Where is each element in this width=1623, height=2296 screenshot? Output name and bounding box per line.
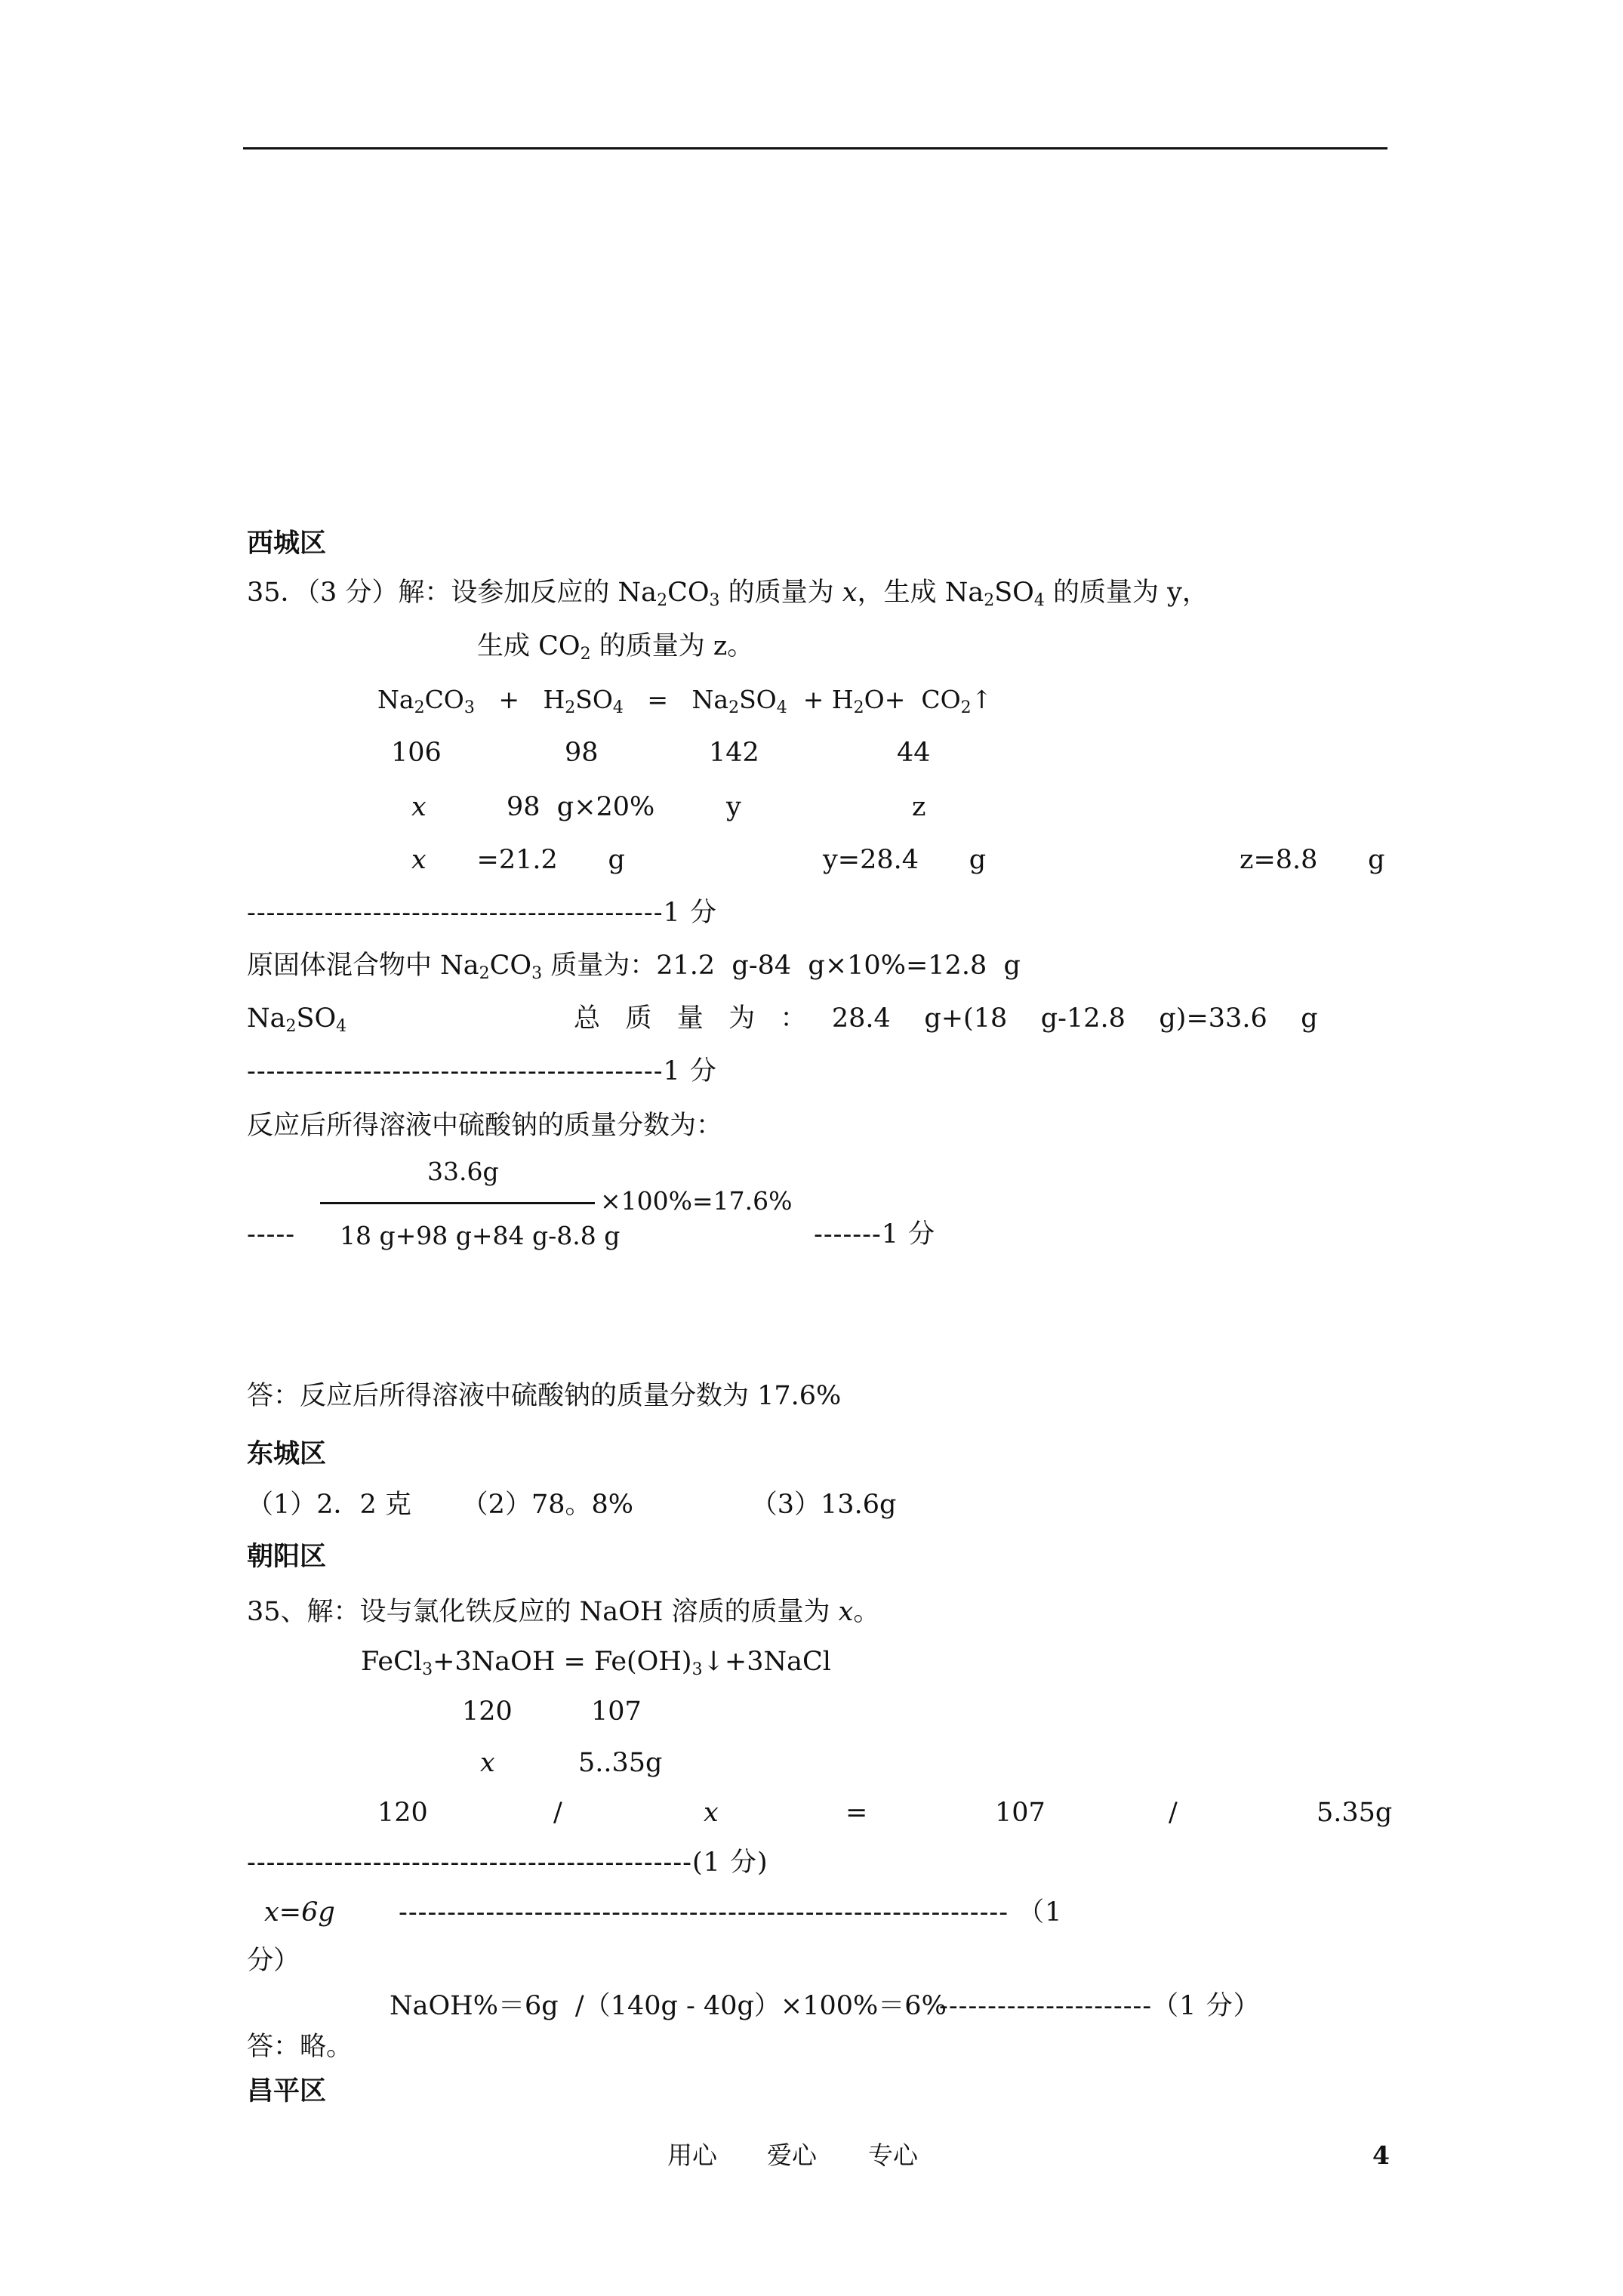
na2so4-total: 总 质 量 为 ： 28.4 g+(18 g-12.8 g)=33.6 g xyxy=(574,1003,1318,1034)
chaoyang-score-2b: 分） xyxy=(247,1946,300,1976)
original-mix-mass: 原固体混合物中 $Na_2CO_3$ 质量为：21.2 g-84 g×10%=12.8 g xyxy=(247,951,1021,983)
proportion-107: 107 xyxy=(995,1798,1046,1828)
naoh-percent: NaOH%＝6g /（140g - 40g）×100%＝6% xyxy=(390,1991,947,2021)
q35-setup-line1: 35．（3 分）解：设参加反应的 $Na_2CO_3$ 的质量为 x，生成 $Na_2SO_4$ 的质量为 y， xyxy=(247,578,1209,610)
mass-98: 98 xyxy=(565,738,599,768)
score-line-2: -------------------------------------------1 分 xyxy=(247,1056,717,1086)
unknown-z: z xyxy=(912,792,926,822)
proportion-slash-1: / xyxy=(553,1798,562,1828)
dongcheng-answers: （1）2．2 克 （2）78。8% （3）13.6g xyxy=(247,1490,897,1520)
xicheng-answer: 答：反应后所得溶液中硫酸钠的质量分数为 17.6% xyxy=(247,1381,842,1411)
chaoyang-score-1: ----------------------------------------------(1 分) xyxy=(247,1848,768,1878)
fraction-bar xyxy=(320,1202,595,1204)
mass-44: 44 xyxy=(897,738,931,768)
gas-arrow-icon: ↑ xyxy=(971,685,993,714)
footer-motto-3: 专心 xyxy=(868,2140,918,2170)
chaoyang-setup: 35、解：设与氯化铁反应的 NaOH 溶质的质量为 x。 xyxy=(247,1597,880,1627)
section-changping: 昌平区 xyxy=(247,2076,327,2106)
score-line-1: -------------------------------------------1 分 xyxy=(247,898,717,928)
section-dongcheng: 东城区 xyxy=(247,1438,327,1469)
fraction-dash-left: ----- xyxy=(247,1219,296,1250)
section-xicheng: 西城区 xyxy=(247,528,327,559)
unknown-acid: 98 g×20% xyxy=(507,792,655,822)
q35-setup-line2: 生成 $CO_2$ 的质量为 z。 xyxy=(477,631,754,664)
chaoyang-score-2: --------------------------------------------------------------- （1 xyxy=(399,1897,1063,1928)
footer-motto-2: 爱心 xyxy=(767,2140,817,2170)
unknown-x: x xyxy=(411,792,427,822)
proportion-535g: 5.35g xyxy=(1317,1798,1393,1828)
q35-equation: $Na_2CO_3 + H_2SO_4 = Na_2SO_4 + H_2O+$ $CO_2↑$ xyxy=(377,685,993,717)
chaoyang-score-3: ----------------------（1 分） xyxy=(939,1991,1261,2021)
proportion-120: 120 xyxy=(377,1798,428,1828)
proportion-x: x xyxy=(704,1798,719,1828)
header-rule xyxy=(243,147,1387,149)
chaoyang-mass-120: 120 xyxy=(462,1697,513,1727)
fraction-numerator: 33.6g xyxy=(427,1157,499,1186)
fraction-tail: ×100%=17.6% xyxy=(600,1186,793,1216)
proportion-slash-2: / xyxy=(1169,1798,1178,1828)
result-x: x =21.2 g xyxy=(411,845,625,875)
fraction-score: -------1 分 xyxy=(814,1219,936,1250)
chaoyang-answer: 答：略。 xyxy=(247,2032,353,2062)
section-chaoyang: 朝阳区 xyxy=(247,1541,327,1572)
result-z: z=8.8 g xyxy=(1240,845,1385,875)
chaoyang-known-mass: 5..35g xyxy=(578,1748,663,1778)
na2so4-label: $Na_2SO_4$ xyxy=(247,1003,347,1036)
chaoyang-mass-107: 107 xyxy=(591,1697,642,1727)
page-number: 4 xyxy=(1372,2140,1390,2170)
fraction-intro: 反应后所得溶液中硫酸钠的质量分数为： xyxy=(247,1111,723,1141)
mass-142: 142 xyxy=(709,738,759,768)
chaoyang-unknown-x: x xyxy=(480,1748,495,1778)
x-result: x=6g xyxy=(264,1897,335,1928)
proportion-equals: = xyxy=(845,1798,868,1828)
result-y: y=28.4 g xyxy=(823,845,987,875)
fraction-denominator: 18 g+98 g+84 g-8.8 g xyxy=(340,1221,621,1250)
chaoyang-equation: FeCl$_3$+3NaOH = $Fe(OH)_3↓+3NaCl$ xyxy=(361,1647,831,1679)
mass-106: 106 xyxy=(391,738,442,768)
footer-motto-1: 用心 xyxy=(667,2140,717,2170)
unknown-y: y xyxy=(726,792,741,822)
